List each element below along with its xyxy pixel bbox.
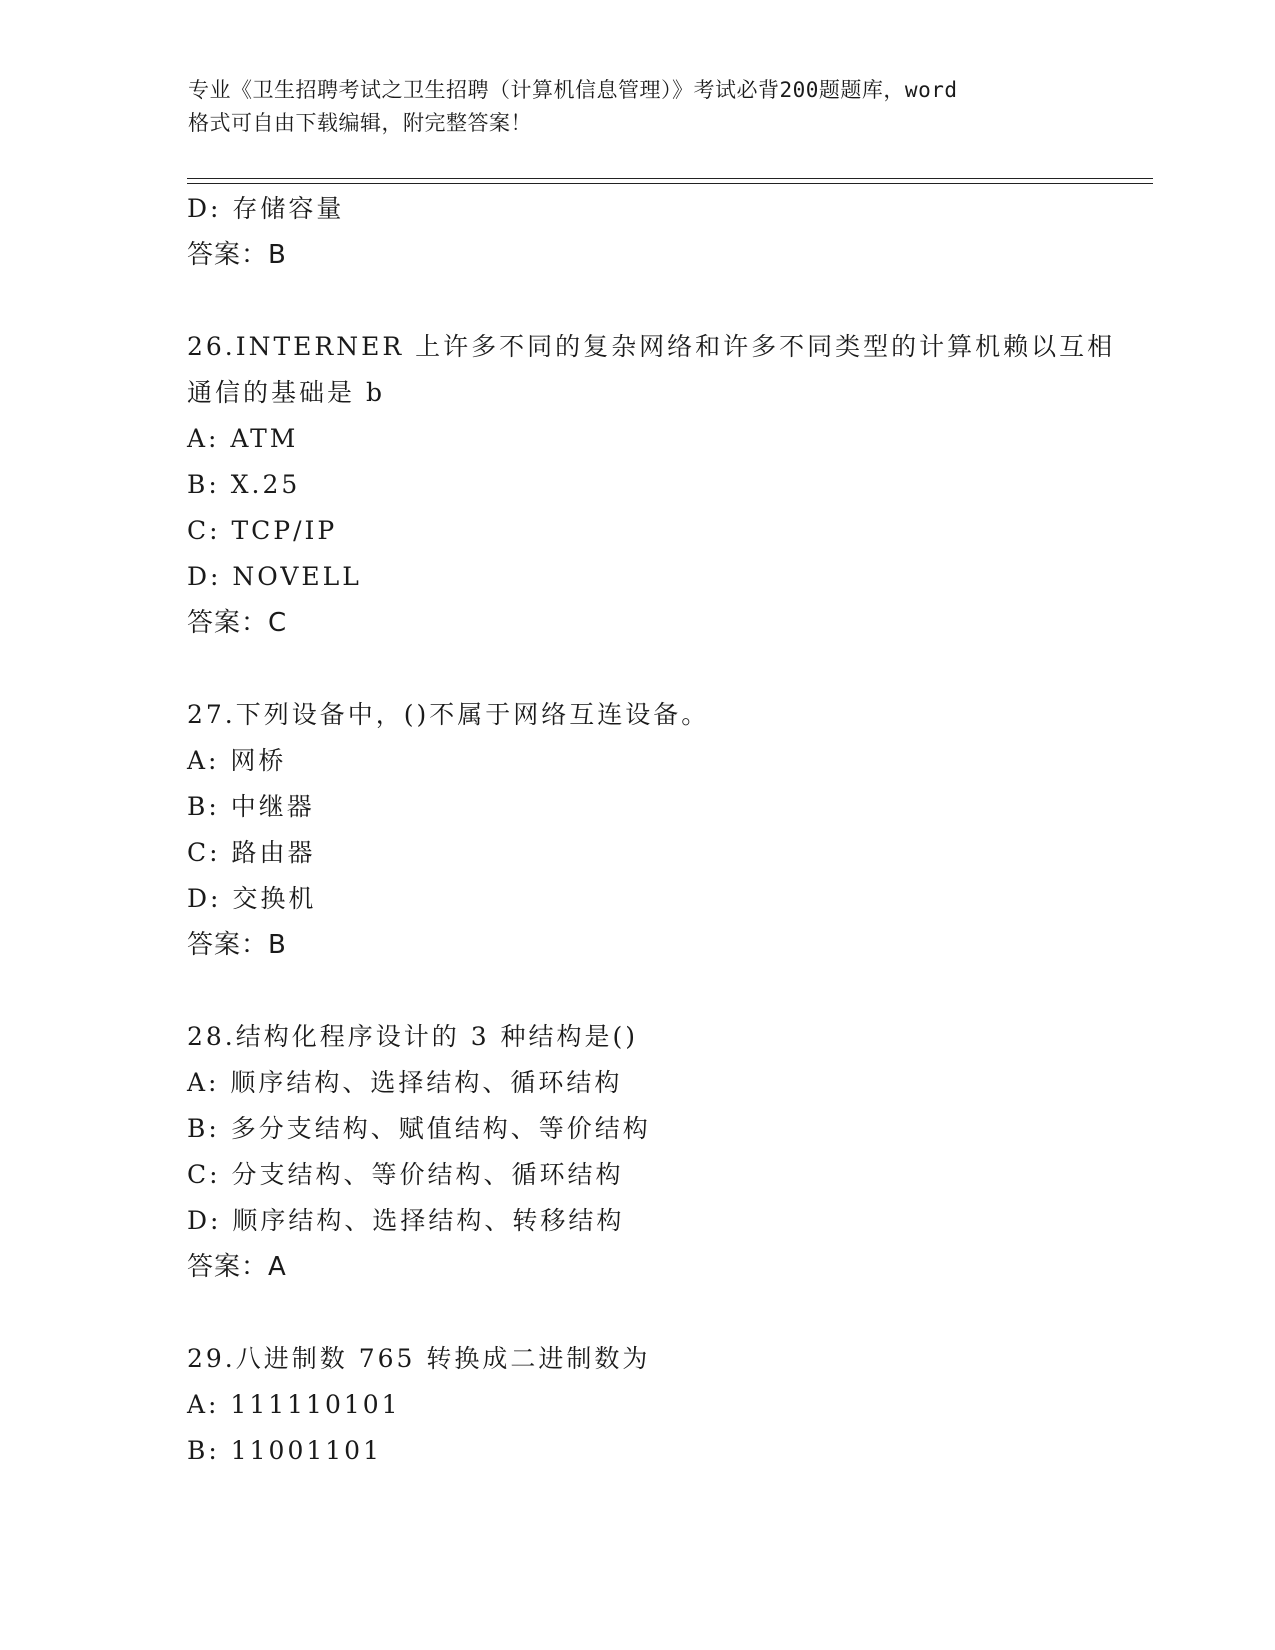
document-header [188,74,1088,140]
q28-option-a: A: 顺序结构、选择结构、循环结构 [187,1068,623,1097]
q28-option-d: D: 顺序结构、选择结构、转移结构 [187,1206,625,1235]
q26-option-c: C: TCP/IP [187,516,338,545]
q27-option-d: D: 交换机 [187,884,317,913]
q28-option-b: B: 多分支结构、赋值结构、等价结构 [187,1114,651,1143]
q27-option-b: B: 中继器 [187,792,315,821]
header-title-line-2: 格式可自由下载编辑，附完整答案！ [188,111,532,135]
q29-option-a: A: 111110101 [187,1390,401,1419]
q28-stem: 28.结构化程序设计的 3 种结构是() [187,1022,639,1051]
q25-option-d: D: 存储容量 [187,194,345,223]
q26-option-d: D: NOVELL [187,562,362,591]
q28-answer: 答案：A [187,1252,287,1282]
question-spacer [187,646,1107,692]
q28-option-c: C: 分支结构、等价结构、循环结构 [187,1160,624,1189]
q29-stem: 29.八进制数 765 转换成二进制数为 [187,1344,651,1373]
header-title-line-1: 专业《卫生招聘考试之卫生招聘（计算机信息管理）》考试必背200题题库，word [188,78,958,102]
question-spacer [187,278,1107,324]
question-list [187,186,1116,1474]
q26-stem-line-2: 通信的基础是 b [187,378,385,407]
q27-option-a: A: 网桥 [187,746,287,775]
q26-option-a: A: ATM [187,424,299,453]
q25-answer: 答案：B [187,240,287,270]
header-divider-top [187,178,1153,179]
q26-option-b: B: X.25 [187,470,301,499]
q26-answer: 答案：C [187,608,288,638]
q26-stem-line-1: 26.INTERNER 上许多不同的复杂网络和许多不同类型的计算机赖以互相 [187,332,1116,361]
q29-option-b: B: 11001101 [187,1436,382,1465]
q27-option-c: C: 路由器 [187,838,316,867]
q27-answer: 答案：B [187,930,287,960]
question-spacer [187,968,1107,1014]
question-spacer [187,1290,1107,1336]
header-divider-bottom [187,183,1153,184]
q27-stem: 27.下列设备中，()不属于网络互连设备。 [187,700,710,729]
